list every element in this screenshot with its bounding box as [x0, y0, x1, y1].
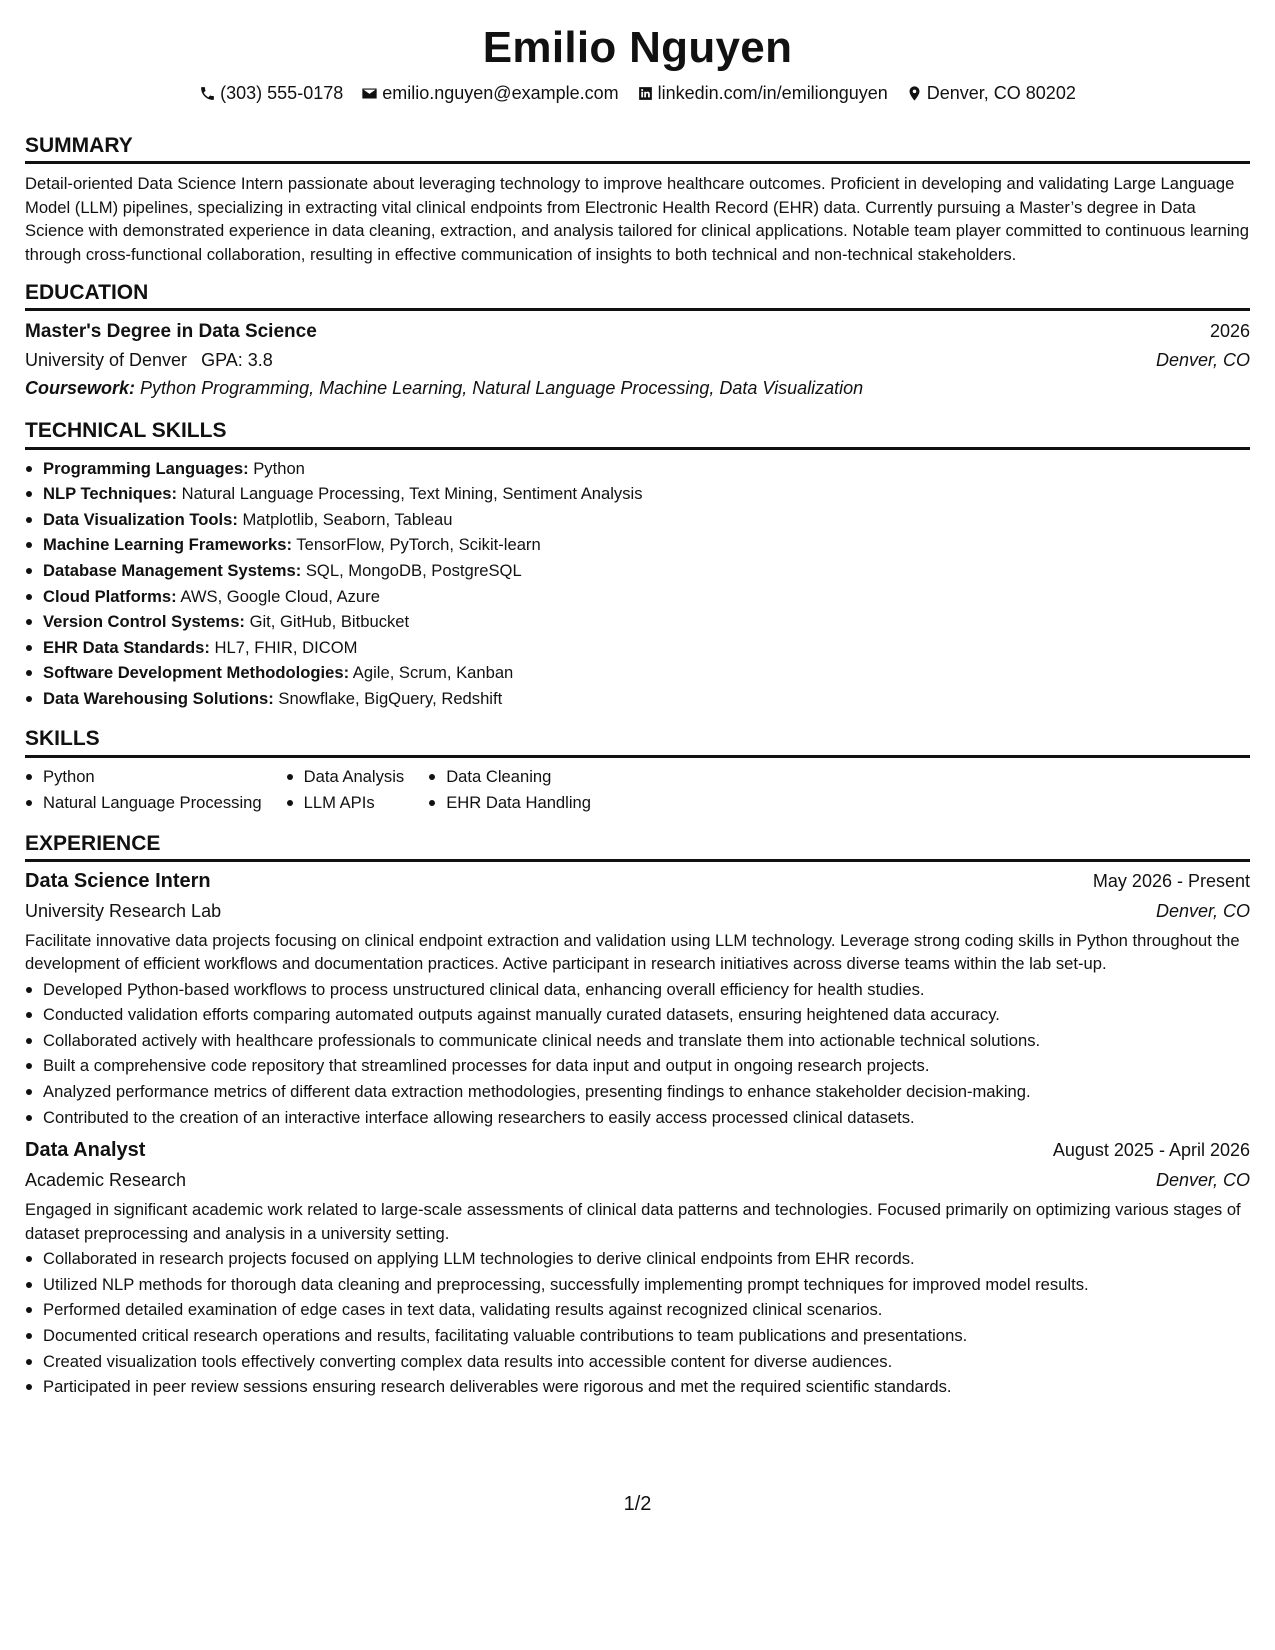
- linkedin-icon: [637, 85, 654, 102]
- envelope-icon: [361, 85, 378, 102]
- list-item: Data Warehousing Solutions: Snowflake, BigQuery, Redshift: [43, 686, 1250, 712]
- list-item: LLM APIs: [304, 790, 405, 816]
- gpa: GPA: 3.8: [201, 350, 273, 371]
- summary-heading: SUMMARY: [25, 134, 1250, 164]
- skills-heading: SKILLS: [25, 727, 1250, 757]
- email-text: emilio.nguyen@example.com: [382, 83, 619, 103]
- list-item: Contributed to the creation of an interactive interface allowing researchers to easily access processed clinical datasets.: [43, 1105, 1250, 1131]
- phone-text: (303) 555-0178: [220, 83, 344, 103]
- list-item: Version Control Systems: Git, GitHub, Bitbucket: [43, 609, 1250, 635]
- list-item: Data Cleaning: [446, 764, 591, 790]
- phone-icon: [199, 85, 216, 102]
- job-dates: May 2026 - Present: [1092, 870, 1250, 891]
- experience-heading: EXPERIENCE: [25, 832, 1250, 862]
- job-organization: Academic Research: [25, 1170, 187, 1191]
- job-title-row: [25, 1139, 1250, 1162]
- summary-section: [25, 134, 1250, 266]
- contact-location: [906, 84, 1076, 102]
- job-title-row: [25, 870, 1250, 893]
- experience-entry: [25, 1139, 1250, 1400]
- contact-email[interactable]: [361, 84, 618, 102]
- list-item: Database Management Systems: SQL, MongoDB, PostgreSQL: [43, 558, 1250, 584]
- list-item: Participated in peer review sessions ensuring research deliverables were rigorous and met the required scientific standards.: [43, 1374, 1250, 1400]
- technical-skills-section: [25, 419, 1250, 711]
- job-title: Data Science Intern: [25, 869, 211, 892]
- list-item: Analyzed performance metrics of different data extraction methodologies, presenting findings to enhance stakeholder decision-making.: [43, 1079, 1250, 1105]
- education-degree-row: [25, 321, 1250, 343]
- degree-title: Master's Degree in Data Science: [25, 321, 317, 343]
- education-heading: EDUCATION: [25, 281, 1250, 311]
- degree-year: 2026: [1209, 321, 1250, 342]
- list-item: Data Visualization Tools: Matplotlib, Seaborn, Tableau: [43, 507, 1250, 533]
- list-item: Documented critical research operations and results, facilitating valuable contributions to team publications and presentations.: [43, 1323, 1250, 1349]
- job-org-row: [25, 901, 1250, 922]
- job-location: Denver, CO: [1155, 1170, 1250, 1191]
- technical-skills-list: [25, 456, 1250, 712]
- skills-column: [286, 764, 405, 816]
- list-item: Cloud Platforms: AWS, Google Cloud, Azure: [43, 584, 1250, 610]
- school-name: University of Denver: [25, 350, 188, 371]
- contact-linkedin[interactable]: [637, 84, 888, 102]
- location-text: Denver, CO 80202: [926, 83, 1076, 103]
- skills-section: [25, 727, 1250, 815]
- list-item: Created visualization tools effectively converting complex data results into accessible content for diverse audiences.: [43, 1349, 1250, 1375]
- contact-bar: [25, 84, 1250, 102]
- list-item: EHR Data Handling: [446, 790, 591, 816]
- job-organization: University Research Lab: [25, 900, 222, 921]
- list-item: Data Analysis: [304, 764, 405, 790]
- skills-column: [428, 764, 591, 816]
- coursework-list: Python Programming, Machine Learning, Natural Language Processing, Data Visualization: [140, 378, 864, 399]
- job-bullets: [25, 1246, 1250, 1400]
- contact-phone[interactable]: [199, 84, 343, 102]
- job-org-row: [25, 1170, 1250, 1191]
- job-location: Denver, CO: [1155, 900, 1250, 921]
- list-item: Software Development Methodologies: Agile, Scrum, Kanban: [43, 660, 1250, 686]
- experience-section: [25, 832, 1250, 1400]
- list-item: Collaborated actively with healthcare professionals to communicate clinical needs and translate them into actionable technical solutions.: [43, 1028, 1250, 1054]
- skills-grid: [25, 764, 1250, 816]
- linkedin-text: linkedin.com/in/emilionguyen: [657, 83, 888, 103]
- education-school-row: [25, 350, 1250, 371]
- map-pin-icon: [906, 85, 923, 102]
- list-item: Conducted validation efforts comparing automated outputs against manually curated datasets, ensuring heightened data accuracy.: [43, 1002, 1250, 1028]
- coursework-label: Coursework:: [25, 378, 136, 399]
- list-item: Programming Languages: Python: [43, 456, 1250, 482]
- job-bullets: [25, 977, 1250, 1131]
- job-description: Engaged in significant academic work related to large-scale assessments of clinical data patterns and technologies. Focused primarily on optimizing various stages of dataset preprocessing and analysis in a university setting.: [25, 1200, 1241, 1243]
- list-item: Utilized NLP methods for thorough data cleaning and preprocessing, successfully implementing prompt techniques for improved model results.: [43, 1272, 1250, 1298]
- list-item: Collaborated in research projects focused on applying LLM technologies to derive clinical endpoints from EHR records.: [43, 1246, 1250, 1272]
- education-section: [25, 281, 1250, 399]
- candidate-name: Emilio Nguyen: [482, 23, 793, 72]
- list-item: NLP Techniques: Natural Language Processing, Text Mining, Sentiment Analysis: [43, 481, 1250, 507]
- list-item: Developed Python-based workflows to process unstructured clinical data, enhancing overall efficiency for health studies.: [43, 977, 1250, 1003]
- list-item: Natural Language Processing: [43, 790, 262, 816]
- list-item: Machine Learning Frameworks: TensorFlow, PyTorch, Scikit-learn: [43, 532, 1250, 558]
- job-description: Facilitate innovative data projects focusing on clinical endpoint extraction and validation using LLM technology. Leverage strong coding skills in Python throughout the development of efficient workflows and documentation practices. Active participant in research initiatives across diverse teams within the lab set-up.: [25, 930, 1240, 974]
- list-item: Python: [43, 764, 262, 790]
- job-dates: August 2025 - April 2026: [1052, 1140, 1250, 1161]
- skills-column: [25, 764, 262, 816]
- list-item: Performed detailed examination of edge cases in text data, validating results against recognized clinical scenarios.: [43, 1297, 1250, 1323]
- experience-entry: [25, 870, 1250, 1131]
- list-item: Built a comprehensive code repository that streamlined processes for data input and output in ongoing research projects.: [43, 1053, 1250, 1079]
- school-location: Denver, CO: [1155, 350, 1250, 371]
- coursework-line: [25, 378, 1250, 399]
- school-line: [25, 350, 273, 371]
- page-number: 1/2: [623, 1493, 652, 1515]
- summary-text: Detail-oriented Data Science Intern passionate about leveraging technology to improve healthcare outcomes. Proficient in developing and validating Large Language Model (LLM) pipelines, specializing in extracting vital clinical endpoints from Electronic Health Record (EHR) data. Currently pursuing a Master’s degree in Data Science with demonstrated experience in data cleaning, extraction, and analysis tailored for clinical applications. Notable team player committed to continuous learning through cross-functional collaboration, resulting in effective communication of insights to both technical and non-technical stakeholders.: [25, 174, 1250, 264]
- technical-skills-heading: TECHNICAL SKILLS: [25, 419, 1250, 449]
- list-item: EHR Data Standards: HL7, FHIR, DICOM: [43, 635, 1250, 661]
- job-title: Data Analyst: [25, 1139, 146, 1162]
